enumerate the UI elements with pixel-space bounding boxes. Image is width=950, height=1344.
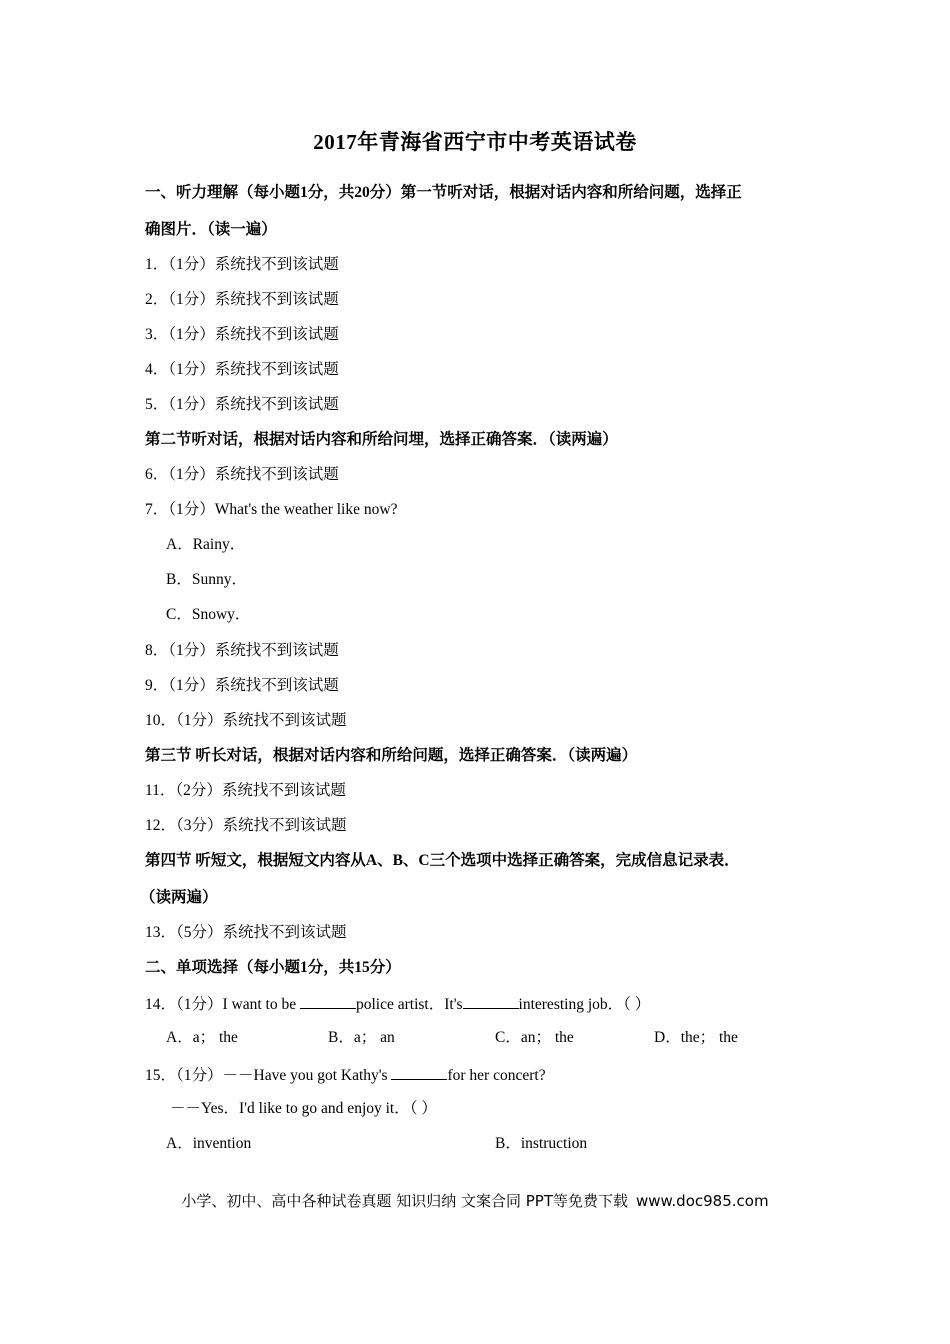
page-footer: [0, 1190, 950, 1211]
answer-blank: [391, 1064, 447, 1080]
question-7-option-a: A．Rainy．: [166, 536, 246, 553]
answer-blank: [300, 993, 356, 1009]
question-7-option-b: B．Sunny．: [166, 571, 247, 588]
question-15: [145, 1064, 546, 1086]
question-12: 12．（3分）系统找不到该试题: [145, 817, 347, 834]
section2-heading: 二、单项选择（每小题1分，共15分）: [145, 959, 401, 976]
question-14: [145, 993, 650, 1015]
question-14-text-2: police artist．It's: [355, 996, 463, 1013]
question-10: 10．（1分）系统找不到该试题: [145, 712, 347, 729]
question-14-option-c: C．an； the: [495, 1029, 574, 1046]
question-15-option-a: A．invention: [166, 1135, 252, 1152]
question-2: 2．（1分）系统找不到该试题: [145, 291, 339, 308]
question-7: 7．（1分）What's the weather like now?: [145, 501, 398, 518]
question-4: 4．（1分）系统找不到该试题: [145, 361, 339, 378]
footer-text: 小学、初中、高中各种试卷真题 知识归纳 文案合同 PPT等免费下载: [181, 1192, 628, 1210]
question-5: 5．（1分）系统找不到该试题: [145, 396, 339, 413]
part3-heading: 第三节 听长对话，根据对话内容和所给问题，选择正确答案．（读两遍）: [145, 747, 638, 764]
question-3: 3．（1分）系统找不到该试题: [145, 326, 339, 343]
question-15-text-2: for her concert?: [447, 1067, 546, 1084]
answer-blank: [463, 993, 519, 1009]
footer-site-link[interactable]: www.doc985.com: [635, 1192, 769, 1210]
question-15-text-1: 15．（1分）－－Have you got Kathy's: [145, 1067, 392, 1084]
section1-heading-line2: 确图片．（读一遍）: [145, 221, 277, 238]
question-1: 1．（1分）系统找不到该试题: [145, 256, 339, 273]
question-7-option-c: C．Snowy．: [166, 606, 251, 623]
question-8: 8．（1分）系统找不到该试题: [145, 642, 339, 659]
part4-heading-line2: （读两遍）: [140, 889, 218, 906]
part2-heading: 第二节听对话，根据对话内容和所给问埋，选择正确答案．（读两遍）: [145, 431, 618, 448]
question-14-text-3: interesting job．（ ）: [518, 996, 651, 1013]
question-14-option-d: D．the； the: [654, 1029, 738, 1046]
question-6: 6．（1分）系统找不到该试题: [145, 466, 339, 483]
question-14-text-1: 14．（1分）I want to be: [145, 996, 300, 1013]
question-11: 11．（2分）系统找不到该试题: [145, 782, 346, 799]
question-9: 9．（1分）系统找不到该试题: [145, 677, 339, 694]
question-14-option-b: B．a； an: [328, 1029, 395, 1046]
question-13: 13．（5分）系统找不到该试题: [145, 924, 347, 941]
question-14-option-a: A．a； the: [166, 1029, 238, 1046]
question-15-option-b: B．instruction: [495, 1135, 588, 1152]
page-title: 2017年青海省西宁市中考英语试卷: [313, 130, 637, 154]
question-15-line-2: －－Yes．I'd like to go and enjoy it．（ ）: [170, 1100, 437, 1117]
section1-heading-line1: 一、听力理解（每小题1分，共20分）第一节听对话，根据对话内容和所给问题，选择正: [145, 184, 742, 201]
part4-heading-line1: 第四节 听短文，根据短文内容从A、B、C三个选项中选择正确答案，完成信息记录表．: [145, 852, 740, 869]
